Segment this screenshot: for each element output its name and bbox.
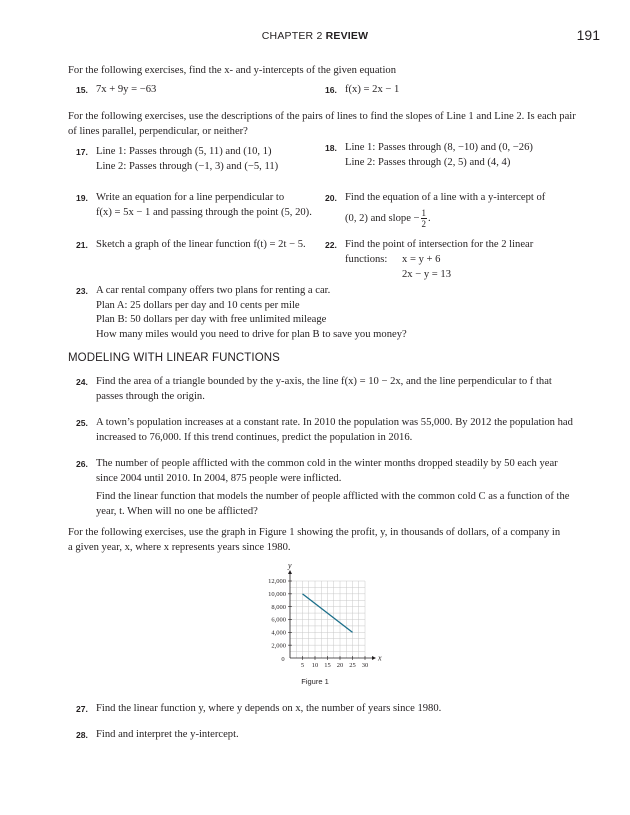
exercise-text: 7x + 9y = −63 xyxy=(96,84,157,95)
exercise-text xyxy=(345,191,545,229)
exercise-23 xyxy=(76,284,407,340)
x-tick-label: 20 xyxy=(336,662,344,669)
exercise-text xyxy=(96,191,312,220)
exercise-number: 16. xyxy=(325,85,337,95)
exercise-25 xyxy=(76,416,573,443)
exercise-number: 25. xyxy=(76,418,88,428)
chart-grid xyxy=(290,581,365,658)
intro-line: For the following exercises, use the graph in Figure 1 showing the profit, y, in thousands of dollars, of a company in xyxy=(68,527,561,538)
exercise-line: A town’s population increases at a constant rate. In 2010 the population was 55,000. By 2012 the population had xyxy=(96,417,573,428)
x-axis-arrow xyxy=(372,656,376,660)
intro-line: For the following exercises, use the descriptions of the pairs of lines to find the slopes of Line 1 and Line 2. Is each pair xyxy=(68,111,576,122)
exercise-number: 24. xyxy=(76,377,88,387)
intro-graph xyxy=(68,525,560,555)
exercise-text: Sketch a graph of the linear function f(t) = 2t − 5. xyxy=(96,239,306,250)
section-heading: MODELING WITH LINEAR FUNCTIONS xyxy=(68,352,280,364)
exercise-text xyxy=(96,375,552,404)
exercise-18 xyxy=(325,141,533,168)
exercise-line: Write an equation for a line perpendicular to xyxy=(96,192,285,203)
exercise-number: 18. xyxy=(325,143,337,153)
exercise-number: 22. xyxy=(325,240,337,250)
exercise-text xyxy=(345,238,533,283)
line-2-description: Line 2: Passes through (−1, 3) and (−5, 11) xyxy=(96,160,279,172)
y-tick-label: 2,000 xyxy=(271,642,286,650)
y-tick-label: 4,000 xyxy=(271,629,286,637)
running-header xyxy=(0,30,630,42)
line-2-description: Line 2: Passes through (2, 5) and (4, 4) xyxy=(345,156,511,168)
exercise-text xyxy=(345,141,533,170)
plan-a: Plan A: 25 dollars per day and 10 cents per mile xyxy=(96,299,300,311)
fraction-numerator: 1 xyxy=(421,207,427,218)
exercise-number: 20. xyxy=(325,193,337,203)
exercise-line: The number of people afflicted with the common cold in the winter months dropped steadily by 50 each year xyxy=(96,458,558,469)
exercise-20 xyxy=(325,191,546,229)
intro-line: of lines parallel, perpendicular, or neither? xyxy=(68,126,248,137)
figure-caption: Figure 1 xyxy=(301,677,329,686)
slope-fraction xyxy=(421,208,428,229)
exercise-question: How many miles would you need to drive for plan B to save you money? xyxy=(96,328,407,340)
y-axis-label: y xyxy=(288,561,292,570)
fraction-denominator: 2 xyxy=(421,218,427,229)
line-1-description: Line 1: Passes through (8, −10) and (0, −26) xyxy=(345,142,533,153)
exercise-text xyxy=(96,284,407,342)
slope-text: (0, 2) and slope − xyxy=(345,212,420,224)
exercise-line: Find the area of a triangle bounded by the y-axis, the line f(x) = 10 − 2x, and the line perpendicular to f that xyxy=(96,376,552,387)
x-tick-label: 5 xyxy=(300,662,305,669)
exercise-number: 27. xyxy=(76,704,88,714)
system-of-equations xyxy=(345,253,533,283)
exercise-number: 26. xyxy=(76,459,88,469)
chapter-title: REVIEW xyxy=(325,30,369,42)
exercise-number: 19. xyxy=(76,193,88,203)
origin-label: 0 xyxy=(281,656,285,663)
intro-line: a given year, x, where x represents years since 1980. xyxy=(68,542,291,553)
exercise-number: 21. xyxy=(76,240,88,250)
exercise-line: f(x) = 5x − 1 and passing through the point (5, 20). xyxy=(96,206,312,218)
equation-1: x = y + 6 xyxy=(402,253,441,265)
exercise-text: Find the linear function y, where y depends on x, the number of years since 1980. xyxy=(96,703,442,714)
chart-ticks xyxy=(268,578,368,669)
exercise-number: 17. xyxy=(76,147,88,157)
intro-slopes xyxy=(68,109,576,139)
exercise-text: Find and interpret the y-intercept. xyxy=(96,729,239,740)
exercise-line: since 2004 until 2010. In 2004, 875 people were inflicted. xyxy=(96,472,342,484)
exercise-number: 23. xyxy=(76,286,88,296)
exercise-24 xyxy=(76,375,552,402)
exercise-line: passes through the origin. xyxy=(96,390,205,402)
exercise-26 xyxy=(76,457,570,517)
page-number: 191 xyxy=(576,27,600,43)
exercise-line: Find the equation of a line with a y-intercept of xyxy=(345,192,546,203)
plan-b: Plan B: 50 dollars per day with free unlimited mileage xyxy=(96,314,327,326)
y-axis-arrow xyxy=(288,570,292,574)
exercise-number: 15. xyxy=(76,85,88,95)
y-tick-label: 12,000 xyxy=(268,578,286,586)
equation-2: 2x − y = 13 xyxy=(402,268,452,280)
exercise-27 xyxy=(76,702,442,718)
exercise-line: increased to 76,000. If this trend continues, predict the population in 2016. xyxy=(96,431,413,443)
exercise-17 xyxy=(76,145,279,172)
exercise-line: Find the linear function that models the number of people afflicted with the common cold C as a function of the xyxy=(96,491,570,503)
exercise-text xyxy=(96,416,573,445)
exercise-text xyxy=(96,145,278,174)
exercise-line: year, t. When will no one be afflicted? xyxy=(96,505,258,517)
chart-axes xyxy=(287,561,382,663)
profit-chart xyxy=(240,558,400,678)
exercise-15 xyxy=(76,83,157,99)
period: . xyxy=(428,212,431,224)
intro-intercepts: For the following exercises, find the x- and y-intercepts of the given equation xyxy=(68,65,397,76)
x-tick-label: 10 xyxy=(311,662,319,669)
exercise-text: f(x) = 2x − 1 xyxy=(345,84,400,95)
exercise-16 xyxy=(325,83,400,99)
x-tick-label: 25 xyxy=(349,662,356,669)
x-tick-label: 15 xyxy=(324,662,331,669)
exercise-19 xyxy=(76,191,312,218)
exercise-line xyxy=(345,208,545,229)
functions-label: functions: xyxy=(345,253,388,265)
exercise-number: 28. xyxy=(76,730,88,740)
x-tick-label: 30 xyxy=(361,662,369,669)
x-axis-label: x xyxy=(378,653,382,663)
chapter-label: CHAPTER 2 xyxy=(261,30,323,42)
exercise-line: Find the point of intersection for the 2 linear xyxy=(345,239,534,250)
line-1-description: Line 1: Passes through (5, 11) and (10, 1) xyxy=(96,146,272,157)
exercise-28 xyxy=(76,728,239,744)
exercise-text xyxy=(96,457,569,519)
exercise-21 xyxy=(76,238,306,254)
exercise-22 xyxy=(325,238,534,280)
y-tick-label: 8,000 xyxy=(271,603,286,611)
exercise-line: A car rental company offers two plans for renting a car. xyxy=(96,285,331,296)
y-tick-label: 10,000 xyxy=(268,591,286,599)
y-tick-label: 6,000 xyxy=(271,616,286,624)
